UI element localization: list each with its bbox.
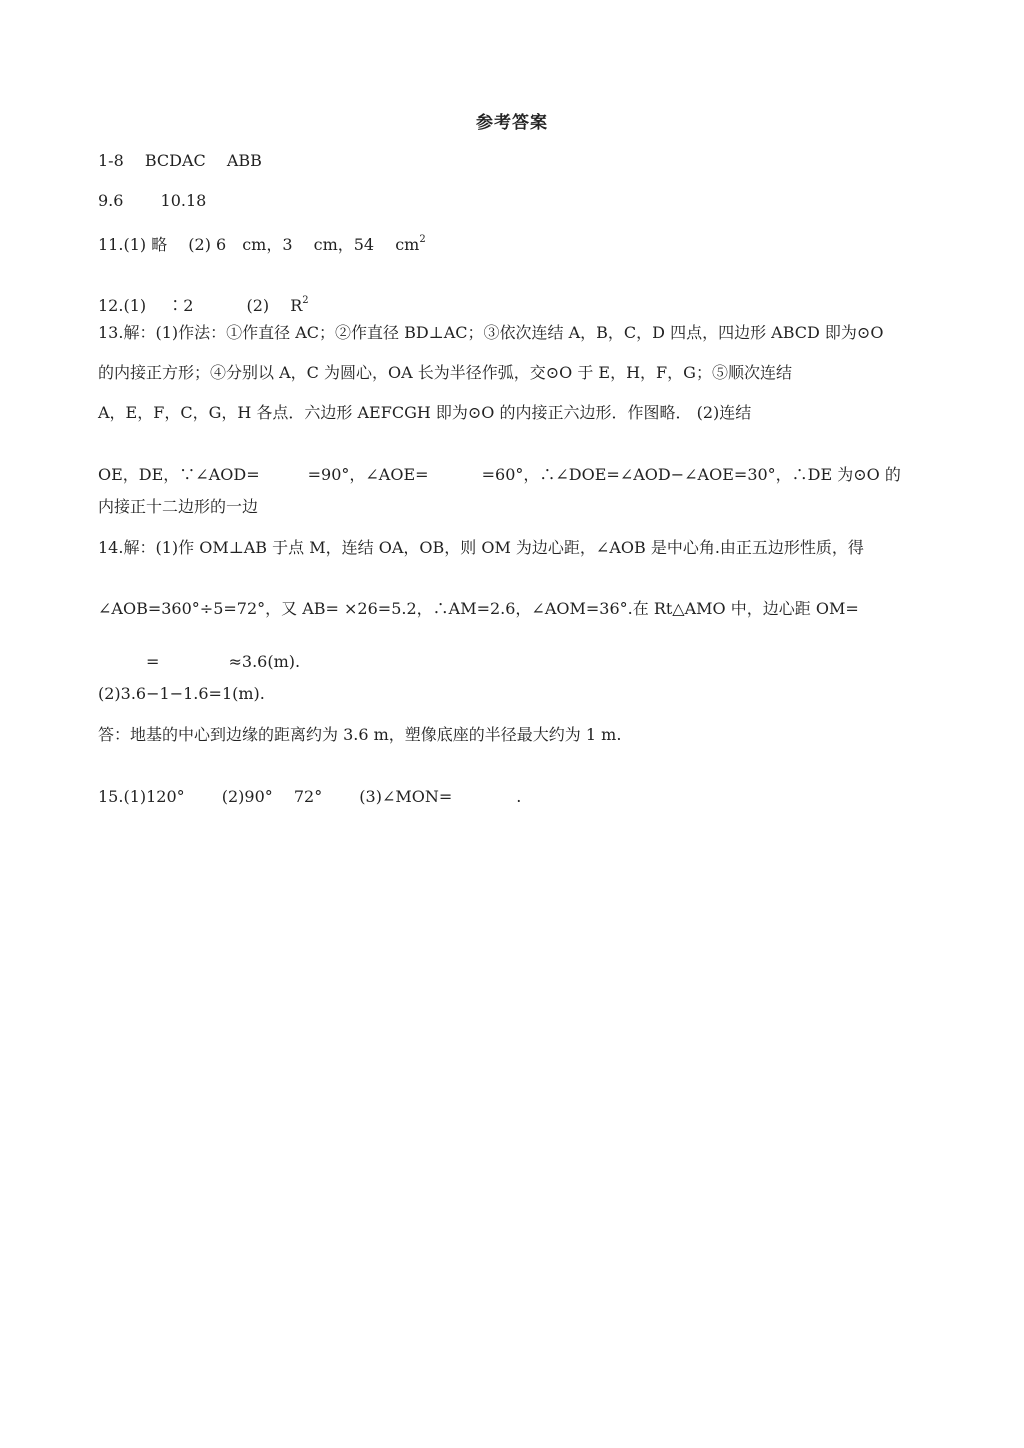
answer-line-13b: 的内接正方形；④分别以 A，C 为圆心，OA 长为半径作弧，交⊙O 于 E，H，F，G；⑤顺次连结 [98, 363, 792, 382]
answer-line-11-text: 11.(1) 略 (2) 6 cm，3 cm，54 cm [98, 235, 420, 254]
answer-line-12-text: 12.(1) ∶2 (2) R [98, 296, 303, 315]
answer-line-12 [98, 290, 309, 317]
answer-line-9-10: 9.6 10.18 [98, 191, 207, 210]
answer-line-15: 15.(1)120° (2)90° 72° (3)∠MON= . [98, 787, 522, 806]
answer-line-13e: 内接正十二边形的一边 [98, 497, 259, 516]
answer-line-13d: OE，DE，∵∠AOD= =90°，∠AOE= =60°，∴∠DOE=∠AOD−∠AOE=30°，∴DE 为⊙O 的 [98, 465, 901, 484]
answer-line-14c: = ≈3.6(m). [98, 652, 301, 671]
answer-line-14e: 答：地基的中心到边缘的距离约为 3.6 m，塑像底座的半径最大约为 1 m. [98, 725, 622, 744]
page-title: 参考答案 [476, 113, 548, 133]
answer-line-13a: 13.解：(1)作法：①作直径 AC；②作直径 BD⊥AC；③依次连结 A，B，C，D 四点，四边形 ABCD 即为⊙O [98, 323, 884, 342]
answer-line-1-8: 1-8 BCDAC ABB [98, 151, 262, 170]
answer-line-14b: ∠AOB=360°÷5=72°，又 AB= ×26=5.2，∴AM=2.6，∠AOM=36°.在 Rt△AMO 中，边心距 OM= [98, 599, 859, 618]
answer-line-14d: (2)3.6−1−1.6=1(m). [98, 684, 265, 703]
answer-line-14a: 14.解：(1)作 OM⊥AB 于点 M，连结 OA，OB，则 OM 为边心距，∠AOB 是中心角.由正五边形性质，得 [98, 538, 864, 557]
answer-line-13c: A，E，F，C，G，H 各点．六边形 AEFCGH 即为⊙O 的内接正六边形．作图略． (2)连结 [98, 403, 752, 422]
superscript-r2: 2 [302, 295, 309, 306]
superscript-cm2: 2 [419, 234, 426, 245]
answer-line-11 [98, 229, 426, 256]
